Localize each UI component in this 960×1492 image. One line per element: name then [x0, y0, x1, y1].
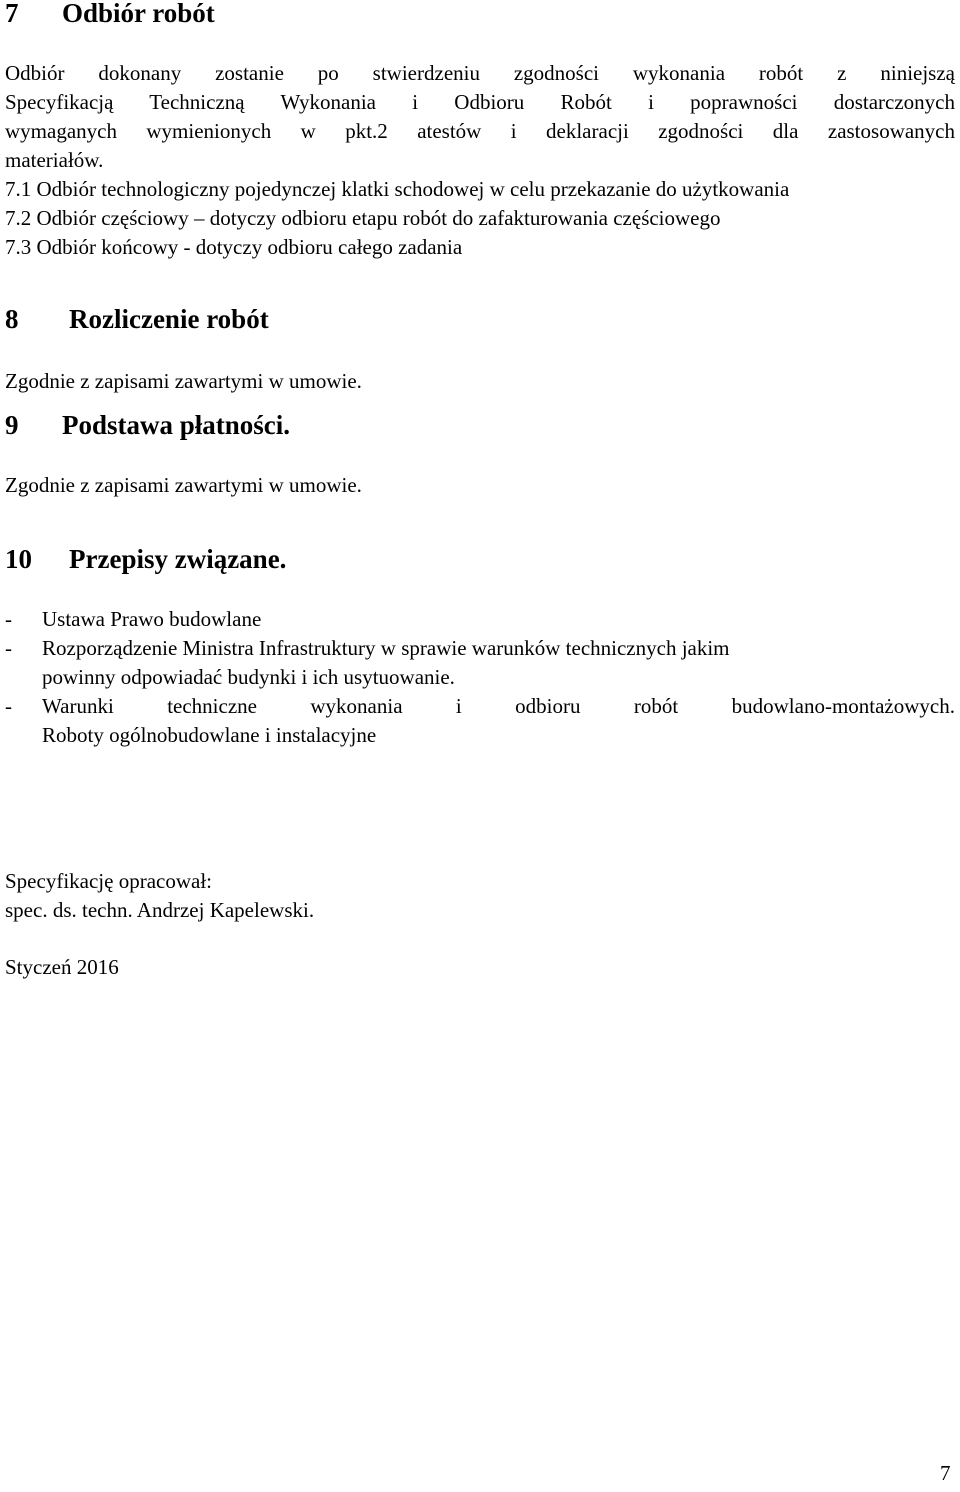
section-10-heading — [5, 544, 286, 574]
subsection-item: 7.2 Odbiór częściowy – dotyczy odbioru etapu robót do zafakturowania częściowego — [5, 206, 721, 230]
paragraph-line: Specyfikacją Techniczną Wykonania i Odbioru Robót i poprawności dostarczonych — [5, 90, 955, 114]
list-item-line: Warunki techniczne wykonania i odbioru robót budowlano-montażowych. — [42, 694, 955, 718]
list-item-line: Ustawa Prawo budowlane — [42, 607, 262, 631]
section-text: Zgodnie z zapisami zawartymi w umowie. — [5, 369, 362, 393]
section-8-heading — [5, 304, 269, 334]
list-item-line: Roboty ogólnobudowlane i instalacyjne — [42, 723, 377, 747]
section-title: Rozliczenie robót — [69, 304, 269, 334]
section-number: 8 — [5, 304, 19, 334]
subsection-item: 7.1 Odbiór technologiczny pojedynczej klatki schodowej w celu przekazanie do użytkowania — [5, 177, 790, 201]
list-item-line: Rozporządzenie Ministra Infrastruktury w sprawie warunków technicznych jakim — [42, 636, 730, 660]
document-date: Styczeń 2016 — [5, 955, 119, 979]
section-number: 7 — [5, 0, 19, 28]
page-number: 7 — [940, 1461, 951, 1485]
list-bullet: - — [5, 636, 12, 660]
list-bullet: - — [5, 694, 12, 718]
section-7-heading — [5, 0, 215, 28]
paragraph-line: materiałów. — [5, 148, 104, 172]
paragraph-line: Odbiór dokonany zostanie po stwierdzeniu zgodności wykonania robót z niniejszą — [5, 61, 955, 85]
signature-label: Specyfikację opracował: — [5, 869, 212, 893]
section-title: Przepisy związane. — [69, 544, 287, 574]
section-number: 10 — [5, 544, 32, 574]
section-title: Odbiór robót — [62, 0, 215, 28]
section-text: Zgodnie z zapisami zawartymi w umowie. — [5, 473, 362, 497]
list-bullet: - — [5, 607, 12, 631]
paragraph-line: wymaganych wymienionych w pkt.2 atestów i deklaracji zgodności dla zastosowanych — [5, 119, 955, 143]
subsection-item: 7.3 Odbiór końcowy - dotyczy odbioru całego zadania — [5, 235, 463, 259]
list-item-line: powinny odpowiadać budynki i ich usytuowanie. — [42, 665, 455, 689]
section-9-heading — [5, 410, 290, 440]
section-title: Podstawa płatności. — [62, 410, 291, 440]
section-number: 9 — [5, 410, 19, 440]
signature-author: spec. ds. techn. Andrzej Kapelewski. — [5, 898, 315, 922]
